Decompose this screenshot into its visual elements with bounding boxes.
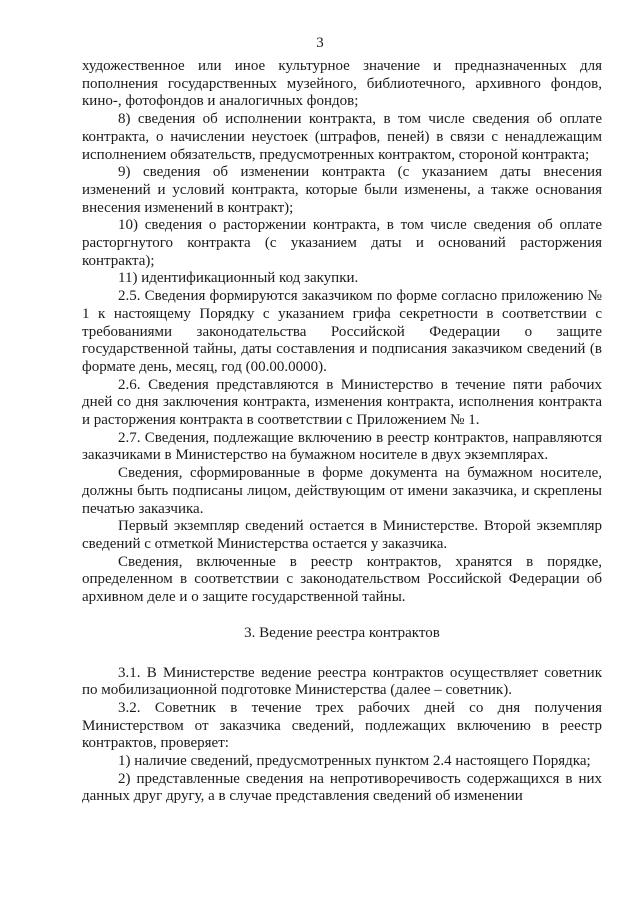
paragraph-item-9: 9) сведения об изменении контракта (с указанием даты внесения изменений и условий контракта, которые были изменены, а также основания внесения изменений в контракт);	[82, 164, 602, 216]
page-number: 3	[316, 35, 324, 51]
paragraph-storage: Сведения, включенные в реестр контрактов, хранятся в порядке, определенном в соответствии с законодательством Российской Федерации об архивном деле и о защите государственной тайны.	[82, 553, 602, 606]
section-3-body	[82, 665, 602, 807]
paragraph-item-10: 10) сведения о расторжении контракта, в том числе сведения об оплате расторгнутого контракта (с указанием даты и оснований расторжения контракта);	[82, 217, 602, 269]
paragraph-signature: Сведения, сформированные в форме документа на бумажном носителе, должны быть подписаны лицом, действующим от имени заказчика, и скреплены печатью заказчика.	[82, 465, 602, 517]
paragraph-continuation: художественное или иное культурное значение и предназначенных для пополнения государственных музейного, библиотечного, архивного фондов, кино-, фотофондов и аналогичных фондов;	[82, 58, 602, 110]
paragraph-2-7: 2.7. Сведения, подлежащие включению в реестр контрактов, направляются заказчиками в Министерство на бумажном носителе в двух экземплярах.	[82, 429, 602, 464]
paragraph-3-2: 3.2. Советник в течение трех рабочих дней со дня получения Министерством от заказчика сведений, подлежащих включению в реестр контрактов, проверяет:	[82, 699, 602, 752]
section-3-heading: 3. Ведение реестра контрактов	[244, 624, 440, 641]
paragraph-2-6: 2.6. Сведения представляются в Министерство в течение пяти рабочих дней со дня заключения контракта, изменения контракта, исполнения контракта и расторжения контракта в соответствии с Приложением № 1.	[82, 376, 602, 429]
paragraph-copies: Первый экземпляр сведений остается в Министерстве. Второй экземпляр сведений с отметкой Министерства остается у заказчика.	[82, 518, 602, 552]
document-body	[82, 58, 602, 806]
paragraph-3-2-item-1: 1) наличие сведений, предусмотренных пунктом 2.4 настоящего Порядка;	[118, 753, 591, 770]
paragraph-item-11: 11) идентификационный код закупки.	[118, 270, 359, 287]
section-2-continuation	[82, 58, 602, 607]
paragraph-2-5: 2.5. Сведения формируются заказчиком по форме согласно приложению № 1 к настоящему Порядку с указанием грифа секретности в соответствии с требованиями законодательства Российской Федерации о защите государственной тайны, даты составления и подписания заказчиком сведений (в формате день, месяц, год (00.00.0000).	[82, 288, 602, 375]
paragraph-3-2-item-2: 2) представленные сведения на непротиворечивость содержащихся в них данных друг другу, а в случае представления сведений об изменении	[82, 770, 602, 805]
paragraph-3-1: 3.1. В Министерстве ведение реестра контрактов осуществляет советник по мобилизационной подготовке Министерства (далее – советник).	[82, 664, 602, 699]
paragraph-item-8: 8) сведения об исполнении контракта, в том числе сведения об оплате контракта, о начислении неустоек (штрафов, пеней) в связи с ненадлежащим исполнением обязательств, предусмотренных контрактом, стороной контракта;	[82, 111, 602, 163]
